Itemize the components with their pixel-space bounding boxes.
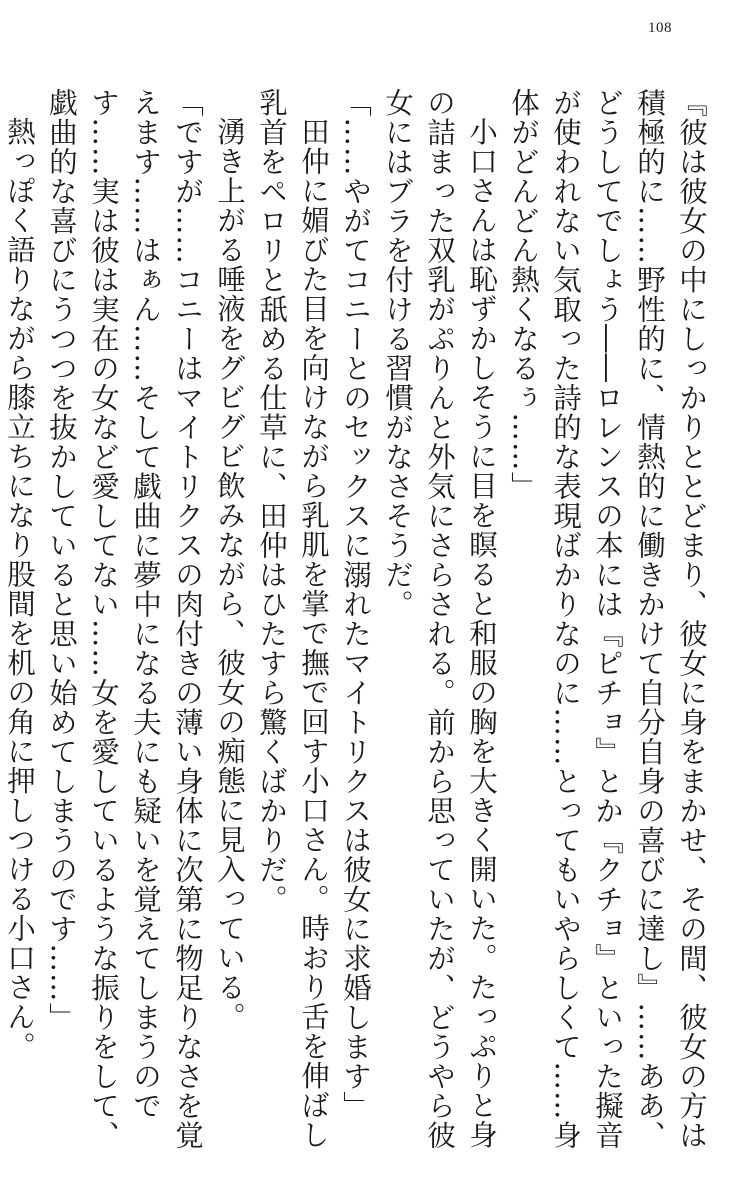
- paragraph-narration-2: 田仲に媚びた目を向けながら乳肌を掌で撫で回す小口さん。時おり舌を伸ばし乳首をペロリと舐める仕草に、田仲はひたすら驚くばかりだ。: [255, 88, 330, 1149]
- paragraph-dialogue-2: 「ですが……コニーはマイトリクスの肉付きの薄い身体に次第に物足りなさを覚えます……はぁん……そして戯曲に夢中になる夫にも疑いを覚えてしまうのです……実は彼は実在の女など愛してない……女を愛しているような振りをして、戯曲的な喜びにうつつを抜かしていると思い始めてしまうのです……」: [45, 88, 204, 1150]
- page-number: 108: [648, 20, 672, 36]
- paragraph-dialogue-1: 「……やがてコニーとのセックスに溺れたマイトリクスは彼女に求婚します」: [339, 88, 372, 1121]
- paragraph-quote-lawrence: 『彼は彼女の中にしっかりととどまり、彼女に身をまかせ、その間、彼女の方は積極的に……野性的に、情熱的に働きかけて自分自身の喜びに達し』……ああ、どうしてでしょう――ロレンスの本には『ピチョ』とか『クチョ』といった擬音が使われない気取った詩的な表現ばかりなのに……とってもいやらしくて……身体がどんどん熱くなるぅ……」: [507, 88, 708, 1150]
- paragraph-narration-4: 熱っぽく語りながら膝立ちになり股間を机の角に押しつける小口さん。: [3, 116, 36, 1061]
- paragraph-narration-3: 湧き上がる唾液をグビグビ飲みながら、彼女の痴態に見入っている。: [213, 116, 246, 1031]
- novel-text-block: [3, 88, 712, 1168]
- paragraph-narration-1: 小口さんは恥ずかしそうに目を瞑ると和服の胸を大きく開いた。たっぷりと身の詰まった双乳がぷりんと外気にさらされる。前から思っていたが、どうやら彼女にはブラを付ける習慣がなさそうだ。: [381, 88, 498, 1150]
